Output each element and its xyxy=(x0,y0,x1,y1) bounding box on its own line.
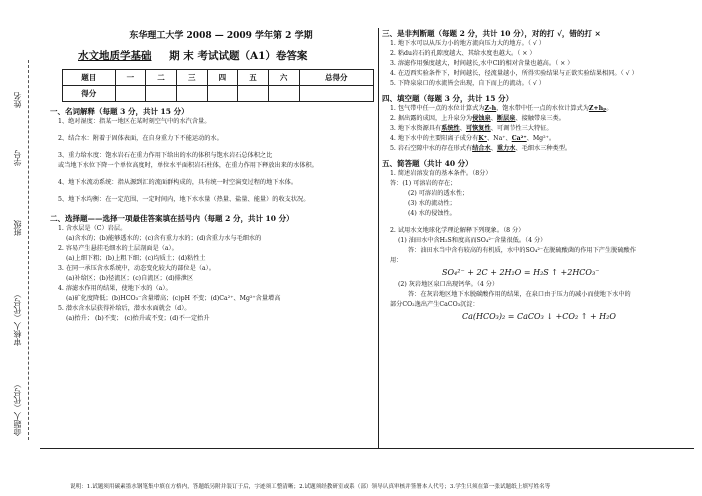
side-label-student-id: 学号 xyxy=(13,150,22,166)
choice-question: 5. 潜水含水层获得补给后，潜水水面就会（d）。 xyxy=(58,305,191,312)
fill-text: 4. 地下水中的主要阳离子成分有 xyxy=(390,135,479,142)
score-cell: 四 xyxy=(207,70,238,86)
judgement-item: 2. 粘du岩石的孔隙度越大、其给水度也越大。（ × ） xyxy=(390,50,536,57)
fill-text: ，饱水带中任一点的水位计算式为 xyxy=(496,105,589,112)
binding-line xyxy=(28,60,29,440)
score-input[interactable] xyxy=(176,86,207,102)
exam-title xyxy=(78,48,372,63)
fill-text: 。 xyxy=(606,105,613,112)
short-answer-text: (4) 水的侵蚀性。 xyxy=(408,210,456,217)
judgement-item: 3. 溶滤作用强度越大，时间越长,水中Cl的相对含量也越高。（ × ） xyxy=(390,60,574,67)
section-2-title: 二、选择题——选择一项最佳答案填在括号内（每题 2 分，共计 10 分） xyxy=(50,214,294,223)
reaction-formula: SO₄²⁻ + 2C + 2H₂O = H₂S ↑ +2HCO₃⁻ xyxy=(442,268,600,277)
bottom-rule xyxy=(40,448,694,449)
vertical-divider xyxy=(378,28,379,448)
judgement-item: 4. 在迈西实验条件下，时间越长，径流量越小，所得实验结果与正欲实验结果相同。（ √ ） xyxy=(390,70,638,77)
score-cell: 题目 xyxy=(63,70,116,86)
choice-question: 1. 含水层是（C）岩层。 xyxy=(58,225,127,232)
fill-item xyxy=(390,134,694,144)
fill-answer: Z-h xyxy=(484,105,497,112)
fill-text: 、Mg²⁺。 xyxy=(526,135,556,142)
definition-item: 2、结合水：附着于固体表面，在自身重力下不能运动的水。 xyxy=(58,135,223,142)
reaction-formula: Ca(HCO₃)₂ = CaCO₃ ↓ +CO₂ ↑ + H₂O xyxy=(462,312,616,321)
fill-answer: 断层泉 xyxy=(496,115,516,122)
section-5-title: 五、简答题（共计 40 分） xyxy=(382,159,473,168)
fill-answer: 重力水 xyxy=(496,145,516,152)
score-input[interactable] xyxy=(146,86,177,102)
short-answer-text: 用： xyxy=(390,257,403,264)
fill-text: 、毛细水三种类型。 xyxy=(515,145,572,152)
fill-answer: Ca²⁺ xyxy=(511,135,527,142)
fill-text: 、 xyxy=(459,125,466,132)
choice-options: (a)抬升； (b)不变； (c)抬升或不变；(d)不一定抬升 xyxy=(66,315,210,322)
fill-text: 、 xyxy=(490,115,497,122)
choice-options: (a)补给区；(b)径流区；(c)自流区；(d)排泄区 xyxy=(66,275,194,282)
score-input[interactable] xyxy=(115,86,146,102)
short-answer-text: 答：(1) 可溶岩的存在； xyxy=(390,180,457,187)
score-label: 得分 xyxy=(63,86,116,102)
fill-item xyxy=(390,124,694,134)
fill-answer: Z+hₚ xyxy=(588,105,607,112)
short-answer-text: (2) 可溶岩的透水性； xyxy=(408,190,469,197)
fill-text: 1. 包气带中任一点的水位计算式为 xyxy=(390,105,485,112)
university-header: 东华理工大学 2008 — 2009 学年第 2 学期 xyxy=(129,31,313,41)
short-answer-question: 1. 简述岩溶发育的基本条件。（8分） xyxy=(390,170,492,177)
fill-text: 5. 岩石空隙中水的存在形式有 xyxy=(390,145,473,152)
fill-answer: 结合水 xyxy=(472,145,491,152)
fill-text: 、 xyxy=(490,145,497,152)
score-input[interactable] xyxy=(207,86,238,102)
score-cell: 一 xyxy=(115,70,146,86)
fill-item xyxy=(390,114,694,124)
choice-question: 2. 容易产生悬挂毛细水的土层剖面是（a）。 xyxy=(58,245,178,252)
fill-text: 2. 据出露的成因，上升泉分为 xyxy=(390,115,473,122)
judgement-item: 5. 下降泉泉口的水流皆会出现，自下而上的流动。（ √ ） xyxy=(390,80,545,87)
choice-question: 3. 在同一承压含水系统中，动态变化较大的部位是（a）。 xyxy=(58,265,215,272)
fill-text: 、可调节性三大特征。 xyxy=(490,125,553,132)
fill-item xyxy=(390,104,694,114)
score-cell: 五 xyxy=(238,70,269,86)
side-label-class: 班级 xyxy=(13,220,22,236)
definition-item: 或当地下水位下降一个单位高度时，单位水平面积岩石柱体，在重力作用下释放出来的水体积。 xyxy=(58,162,318,169)
score-cell: 六 xyxy=(268,70,299,86)
left-column xyxy=(50,28,372,324)
side-label-author: 命题人（代号） xyxy=(13,380,22,436)
short-answer-question: 2. 试用水文地球化学理论解释下列现象。（8 分） xyxy=(390,227,525,234)
score-table xyxy=(62,69,374,102)
choice-options: (a)上细下粗；(b)上粗下细；(c)均质土；(d)粘性土 xyxy=(66,255,206,262)
definition-item: 1、绝对湿度：指某一地区在某时刻空气中的水汽含量。 xyxy=(58,118,211,125)
exam-name: 期 末 考试试题（A1）卷答案 xyxy=(169,50,308,62)
fill-answer: 系统性 xyxy=(441,125,460,132)
score-cell: 三 xyxy=(176,70,207,86)
fill-text: 、Na⁺、 xyxy=(486,135,512,142)
side-label-reviewer: 审核人（代号） xyxy=(13,290,22,346)
section-4-title: 四、填空题（每题 3 分，共计 15 分） xyxy=(382,94,514,103)
score-cell: 总得分 xyxy=(299,70,374,86)
score-value-row xyxy=(63,86,374,102)
definition-item: 5、地下水均衡：在一定范围、一定时间内，地下水水量（热量、盐量、能量）的收支状况。 xyxy=(58,196,310,203)
side-label-name: 姓名 xyxy=(13,92,22,108)
short-answer-text: (3) 水的流动性； xyxy=(408,200,456,207)
short-answer-subquestion: (2) 灰岩地区泉口出现钙华。（4 分） xyxy=(398,281,499,288)
right-column xyxy=(382,28,694,324)
course-name: 水文地质学基础 xyxy=(78,50,152,62)
score-input[interactable] xyxy=(268,86,299,102)
score-input[interactable] xyxy=(299,86,374,102)
score-input[interactable] xyxy=(238,86,269,102)
definition-item: 4、地下水流动系统：指从源到汇的流面群构成的，具有统一时空演变过程的地下水体。 xyxy=(58,179,298,186)
definition-item: 3、重力给水度：饱水岩石在重力作用下给出的水的体积与饱水岩石总体积之比 xyxy=(58,152,273,159)
fill-answer: 侵蚀泉 xyxy=(472,115,491,122)
fill-answer: K⁺ xyxy=(478,135,487,142)
short-answer-text: 答：在灰岩地区地下水脱碳酸作用的结果，在泉口由于压力的减小而使地下水中的 xyxy=(408,291,631,298)
section-3-title: 三、是非判断题（每题 2 分，共计 10 分），对的打 √，错的打 × xyxy=(382,29,601,38)
short-answer-text: 答：油田水当中含有较高的有机质，水中的SO₄²⁻在脱硫酸菌的作用下产生脱硫酸作 xyxy=(408,247,636,254)
score-cell: 二 xyxy=(146,70,177,86)
score-header-row xyxy=(63,70,374,86)
fill-text: 3. 地下水资源具有 xyxy=(390,125,442,132)
judgement-item: 1. 地下水可以从压力小的地方流向压力大的地方。（ √ ） xyxy=(390,40,545,47)
choice-question: 4. 溶滤水作用的结果，使地下水的（a）。 xyxy=(58,285,172,292)
choice-options: (a)含水的；(b)能够透水的；(c)含有重力水的；(d)含重力水与毛细水的 xyxy=(66,235,262,242)
short-answer-subquestion: (1) 油田水中含H₂S和度高而SO₄²⁻含量很低。（4 分） xyxy=(398,237,547,244)
short-answer-text: 部分CO₂逸出产生CaCO₃沉淀： xyxy=(390,301,479,308)
choice-options: (a)矿化度降低；(b)HCO₃⁻含量增高；(c)pH 不变；(d)Ca²⁺、Mg²⁺含量增高 xyxy=(66,295,281,302)
fill-text: 、接触带泉三类。 xyxy=(515,115,565,122)
fill-item xyxy=(390,144,694,154)
fill-answer: 可恢复性 xyxy=(465,125,491,132)
section-1-title: 一、名词解释（每题 3 分，共计 15 分） xyxy=(50,107,189,116)
footer-note: 说明：1.试题须用碳素墨水钢笔集中填在方格内，答题纸另附并装订于后，字迹须工整清晰；2.试题须经教研室或系（部）领导认真审核并签署本人代号；3.学生只须在第一张试题纸上填写姓名等 xyxy=(70,484,551,490)
